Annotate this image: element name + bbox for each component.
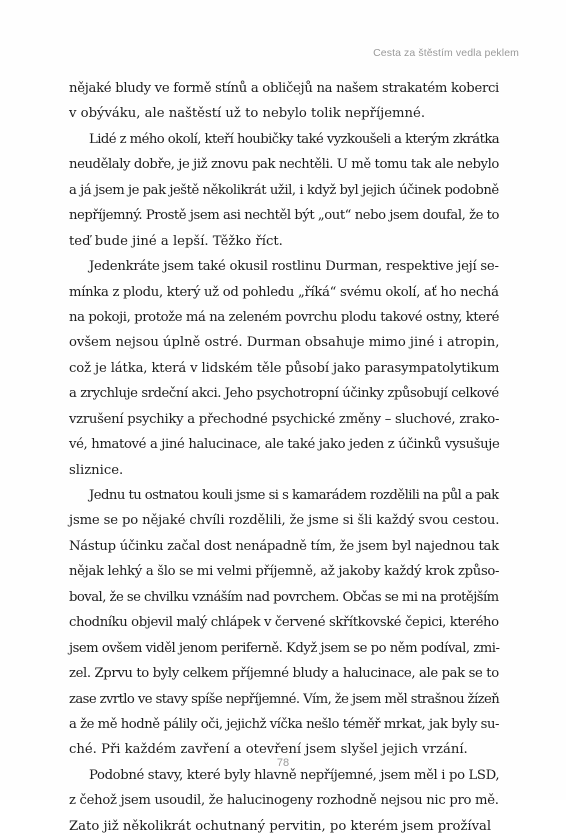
text-line: chodníku objevil malý chlápek v červené skřítkovské čepici, kterého — [69, 615, 499, 631]
text-line: na pokoji, protože má na zeleném povrchu plodu takové ostny, které — [69, 309, 500, 325]
text-line: Zato již několikrát ochutnaný pervitin, po kterém jsem prožíval — [69, 818, 492, 834]
text-line: zase zvrtlo ve stavy spíše nepříjemné. Vím, že jsem měl strašnou žízeň — [69, 691, 500, 707]
text-line: nějaké bludy ve formě stínů a obličejů na našem strakatém koberci — [69, 81, 499, 96]
text-line: neudělaly dobře, je již znovu pak nechtěli. U mě tomu tak ale nebylo — [69, 157, 499, 173]
text-line: mínka z plodu, který už od pohledu „říká“ svému okolí, ať ho nechá — [69, 284, 499, 300]
text-line: což je látka, která v lidském těle působí jako parasympatolytikum — [69, 360, 500, 376]
text-line: zel. Zprvu to byly celkem příjemné bludy a halucinace, ale pak se to — [69, 666, 499, 682]
text-line: jsem ovšem viděl jenom periferně. Když jsem se po něm podíval, zmi- — [69, 640, 500, 656]
paragraph-first-line: Jedenkráte jsem také okusil rostlinu Durman, respektive její se- — [89, 259, 499, 275]
page-number: 78 — [276, 757, 290, 769]
text-line: z čehož jsem usoudil, že halucinogeny rozhodně nejsou nic pro mě. — [69, 793, 499, 809]
paragraph-first-line: Podobné stavy, které byly hlavně nepříjemné, jsem měl i po LSD, — [89, 767, 500, 783]
text-line: a já jsem je pak ještě několikrát užil, i když byl jejich účinek podobně — [69, 182, 499, 198]
text-line: Nástup účinku začal dost nenápadně tím, že jsem byl najednou tak — [69, 538, 499, 554]
text-line: vzrušení psychiky a přechodné psychické změny – sluchové, zrako- — [69, 411, 500, 427]
text-line: ché. Při každém zavření a otevření jsem slyšel jejich vrzání. — [69, 742, 468, 758]
body-text — [69, 76, 499, 839]
text-line: a zrychluje srdeční akci. Jeho psychotropní účinky způsobují celkové — [69, 386, 499, 402]
paragraph-first-line: Jednu tu ostnatou kouli jsme si s kamarádem rozdělili na půl a pak — [89, 488, 499, 503]
text-line: nějak lehký a šlo se mi velmi příjemně, až jakoby každý krok způso- — [69, 564, 500, 580]
text-line: a že mě hodně pálily oči, jejichž víčka nešlo téměř mrkat, jak byly su- — [69, 716, 499, 732]
text-line: sliznice. — [69, 462, 124, 478]
text-line: jsme se po nějaké chvíli rozdělili, že jsme si šli každý svou cestou. — [69, 513, 500, 529]
text-line: ovšem nejsou úplně ostré. Durman obsahuje mimo jiné i atropin, — [69, 335, 500, 351]
text-line: vé, hmatové a jiné halucinace, ale také jako jeden z účinků vysušuje — [69, 437, 500, 453]
text-line: teď bude jiné a lepší. Těžko říct. — [69, 233, 283, 249]
text-line: v obýváku, ale naštěstí už to nebylo tolik nepříjemné. — [69, 106, 426, 122]
paragraph-first-line: Lidé z mého okolí, kteří houbičky také vyzkoušeli a kterým zkrátka — [89, 131, 500, 147]
running-head: Cesta za štěstím vedla peklem — [373, 47, 519, 59]
text-line: nepříjemný. Prostě jsem asi nechtěl být „out“ nebo jsem doufal, že to — [69, 208, 500, 224]
text-line: boval, že se chvilku vznáším nad povrchem. Občas se mi na protějším — [69, 589, 499, 605]
